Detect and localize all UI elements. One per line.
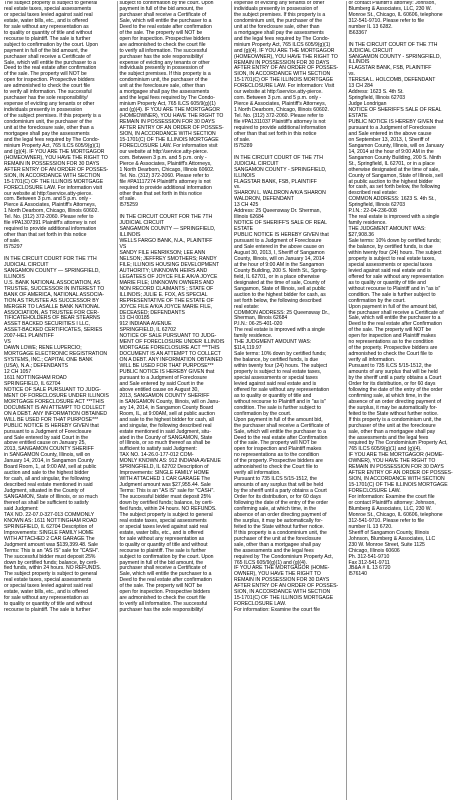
- column-1: [2, 1, 117, 800]
- column-3: [231, 1, 346, 800]
- notice-text: The subject property is subject to general real estate taxes, special assessments or special taxes levied against said real estate, water bills, etc., and is offered for sale without any representation as to quality or quantity of title and without recourse to plaintiff. The sale is further subject to confirmation by the court. Upon payment in full of the bid amount, the purchaser shall receive a Certificate of Sale, which will entitle the purchaser to a Deed to the real estate after confirmation of the sale. The property will NOT be open for inspection. Prospective bidders are admonished to check the court file to verify all information. The successful purchaser has the sole responsibility/ expense of evicting any tenants or other individuals presently in possession of the subject premises. If this property is a condominium unit, the purchaser of the unit at the foreclosure sale, other than a mortgagee shall pay the assessments and the legal fees required by The Condo- minium Property Act, 765 ILCS 605/9(g)(1) and (g)(4). IF YOU ARE THE MORTGAGOR (HOMEOWNER), YOU HAVE THE RIGHT TO REMAIN IN POSSESSION FOR 30 DAYS AFTER ENTRY OF AN ORDER OF POSSES- SION, IN ACCORDANCE WITH SECTION 15-1701(C) OF THE ILLINOIS MORTGAGE FORECLOSURE LAW. For information visit our website at http:\\service.atty-pierce. com. Between 3 p.m. and 5 p.m. only - Pierce & Associates, Plaintiff's Attorneys, 1 North Dearborn, Chicago, Illinois 60602. Tel. No. (312) 372-2060. Please refer to file #PA1307391 Plaintiff's attorney is not required to provide additional information other than that set forth in this notice of sale. I575297: [4, 1, 109, 251]
- notice-text: IN THE CIRCUIT COURT OF THE 7TH JUDICIAL CIRCUIT SANGAMON COUNTY - SPRINGFIELD, ILLINOIS FLAGSTAR BANK, FSB, PLAINTIFF vs. SHARON L. WALDRON A/K/A SHARON WALDRON, DEFENDANT 13 CH 425 Address: 25 Queensway Dr. Sherman, Illinois 62684 NOTICE OF SHERIFF'S SALE OF REAL ESTATE PUBLIC NOTICE IS HEREBY GIVEN that pursuant to a Judgment of Foreclosure and Sale entered in the above cause on August 30, 2013, I, Sheriff of Sangamon County, Illinois, will on January 14, 2014 at the hour of 9:00 AM in the Sangamon County Building, 200 S. Ninth St., Spring- field, IL 62701, or in a place otherwise designated at the time of sale, County of Sangamon, State of Illinois, sell at public auction to the highest bidder for cash, as set forth below, the following described real estate: COMMON ADDRESS: 25 Queensway Dr., Sherman, Illinois 62684 P.I.N.: 06-25-401-020 The real estate is improved with a single family residence. THE JUDGMENT AMOUNT WAS: $114,119.97 Sale terms: 10% down by certified funds; the balance, by certified funds, is due within twenty four (24) hours. The subject property is subject to real estate taxes, special assessments or special taxes levied against said real estate and is offered for sale without any representation as to quality or quantity of title and without recourse to Plaintiff and in "as is" condition. The sale is further subject to confirmation by the court. Upon payment in full of the amount bid, the purchaser shall receive a Certificate of Sale, which will entitle the purchaser to a Deed to the real estate after Confirmation of the sale. The property will NOT be open for inspection and Plaintiff makes no representations as to the condition of the property. Prospective bidders are admonished to check the Court file to verify all information. Pursuant to 735 ILCS 5/15-1512, the amounts of any surplus that will be held by the sheriff until a party obtains a Court Order for its distribution, or for 60 days following the date of the entry of the order confirming sale, at which time, in the absence of an order directing payment of the surplus, it may be automatically for- feited to the State without further notice. If this property is a condominium unit, the purchaser of the unit at the foreclosure sale, other than a mortgagee shall pay the assessments and the legal fees required by The Condominium Property Act, 765 ILCS 605/9(g)(1) and (g)(4). IF YOU ARE THE MORTGAGOR (HOME- OWNER), YOU HAVE THE RIGHT TO REMAIN IN POSSESSION FOR 30 DAYS AFTER ENTRY OF AN ORDER OF POSSES- SION, IN ACCORDANCE WITH SECTION 15-1701(C) OF THE ILLINOIS MORTGAGE FORECLOSURE LAW. For information: Examine the court file: [234, 154, 339, 614]
- notice-text: subject to confirmation by the court. Upon payment in full of the bid amount, the purchaser shall receive a Certificate of Sale, which will entitle the purchaser to a Deed to the real estate after confirmation of the sale. The property will NOT be open for inspection. Prospective bidders are admonished to check the court file to verify all information. The successful purchaser has the sole responsibility/ expense of evicting any tenants or other individuals presently in possession of the subject premises. If this property is a condominium unit, the purchaser of the unit at the foreclosure sale, other than a mortgagee shall pay the assessments and the legal fees required by The Condo- minium Property Act, 765 ILCS 605/9(g)(1) and (g)(4). IF YOU ARE THE MORTGAGOR (HOMEOWNER), YOU HAVE THE RIGHT TO REMAIN IN POSSESSION FOR 30 DAYS AFTER ENTRY OF AN ORDER OF POSSES- SION, IN ACCORDANCE WITH SECTION 15-1701(C) OF THE ILLINOIS MORTGAGE FORECLOSURE LAW. For information visit our website at http:\\service.atty-pierce. com. Between 3 p.m. and 5 p.m. only - Pierce & Associates, Plaintiff's Attorneys, 1 North Dearborn, Chicago, Illinois 60602. Tel. No. (312) 372-2060. Please refer to file #PA1117274 Plaintiff's attorney is not required to provide additional information other than that set forth in this notice of sale. I575259: [119, 1, 224, 209]
- column-4: [346, 1, 461, 800]
- notice-text: or contact Plaintiff's attorney: Johnson, Blumberg & Associates, LLC, 230 W. Monroe St., Chicago, IL 60606, telephone 312-541-9710. Please refer to file number IL 13 6282. I563367: [348, 1, 443, 36]
- notice-text: IN THE CIRCUIT COURT FOR THE 7TH JUDICIAL CIRCUIT SANGAMON COUNTY — SPRINGFIELD, ILLINOIS U.S. BANK NATIONAL ASSOCIATION, AS TRUSTEE, SUCCESSOR IN INTEREST TO BANK OF AMERICA, NATIONAL ASSOCIA- TION AS TRUSTEE AS SUCCESSOR BY MERGER TO LASALLE BANK NATIONAL ASSOCIATION, AS TRUSTEE FOR CER- TIFICATEHOLDERS OF BEAR STEARNS ASSET BACKED SECURITIES I LLC, ASSET-BACKED CERTIFICATES, SERIES 2007-HE1 PLAINTIFF VS DAWN LOWE; RENE LUPERCIO; MORTGAGE ELECTRONIC REGISTRATION SYSTEMS, INC.; CAPITAL ONE BANK (USA), N.A.; DEFENDANTS 12 CH 1057 1611 NOTTINGHAM ROAD SPRINGFIELD, IL 62704 NOTICE OF SALE PURSUANT TO JUDG- MENT OF FORECLOSURE UNDER ILLINOIS MORTGAGE FORECLOSURE ACT ***THIS DOCUMENT IS AN ATTEMPT TO COLLECT ON A DEBT. ANY INFORMATION OBTAINED WILL BE USED FOR THAT PURPOSE*** PUBLIC NOTICE IS HEREBY GIVEN that pursuant to a Judgment of Foreclosure and Sale entered by said Court in the above entitled cause on January 25, 2013, SANGAMON COUNTY SHERIFF in SANGAMON County, Illinois, will on January 14, 2014, in Sangamon County Board Room, 1, at 9:00 AM, sell at public auction and sale to the highest bidder for cash, all and singular, the following described real estate mentioned in said Judgment, situated in the County of SANGAMON, State of Illinois, or so much thereof as shall be sufficient to satisfy said Judgment: TAX NO. 22-07.0-327-013 COMMONLY KNOWN AS: 1611 NOTTINGHAM ROAD SPRINGFIELD, IL 62704 Description of Improvements: SINGLE FAMILY HOME WITH ATTACHED 2 CAR GARAGE The Judgment amount was $139,399.48. Sale Terms: This is an "AS IS" sale for "CASH". The successful bidder must deposit 25% down by certified funds; balance, by certi- fied funds, within 24 hours. NO REFUNDS. The subject property is subject to general real estate taxes, special assessments or special taxes levied against said real estate, water bills, etc., and is offered for sale without any representation as to quality or quantity of title and without recourse to plaintiff. The sale is further: [4, 255, 109, 614]
- notice-text: expense of evicting any tenants or other individuals presently in possession of the subject premises. If this property is a condominium unit, the purchaser of the unit at the foreclosure sale, other than a mortgagee shall pay the assessments and the legal fees required by The Condo- minium Property Act, 765 ILCS 605/9(g)(1) and (g)(4). IF YOU ARE THE MORTGAGOR (HOMEOWNER), YOU HAVE THE RIGHT TO REMAIN IN POSSESSION FOR 30 DAYS AFTER ENTRY OF AN ORDER OF POSSES- SION, IN ACCORDANCE WITH SECTION 15-1701(C) OF THE ILLINOIS MORTGAGE FORECLOSURE LAW. For information: Visit our website at http:\\service.atty-pierce. com. Between 3 p.m. and 5 p.m. only - Pierce & Associates, Plaintiff's Attorneys, 1 North Dearborn, Chicago, Illinois 60602. Tel. No. (312) 372-2060. Please refer to file #PA1311037 Plaintiff's attorney is not required to provide additional information other than that set forth in this notice of sale. I575289: [234, 1, 339, 149]
- notice-text: IN THE CIRCUIT COURT FOR THE 7TH JUDICIAL CIRCUIT SANGAMON COUNTY — SPRINGFIELD, ILLINOIS WELLS FARGO BANK, N.A., PLAINTIFF VS SANDY FILE HENRIKSON; LEE ANN NELSON; JEFFREY SMOTHERS; RANDY FILE; ILLINOIS HOUSING DEVELOPMENT AUTHORITY; UNKNOWN HEIRS AND LEGATEES OF JOYCE FILE A/K/A JOYCE MARIE FILE; UNKNOWN OWNERS AND NON RECORD CLAIMANTS ; STATE OF ILLINOIS; JULIE E. FOX, AS SPECIAL REPRESENTATIVE OF THE ESTATE OF JOYCE FILE A/K/A JOYCE MARIE FILE, DECEASED; DEFENDANTS 13 CH 00185 912 INDIANA AVENUE SPRINGFIELD, IL 62702 NOTICE OF SALE PURSUANT TO JUDG- MENT OF FORECLOSURE UNDER ILLINOIS MORTGAGE FORECLOSURE ACT ***THIS DOCUMENT IS AN ATTEMPT TO COLLECT ON A DEBT. ANY INFORMATION OBTAINED WILL BE USED FOR THAT PURPOSE*** PUBLIC NOTICE IS HEREBY GIVEN that pursuant to a Judgment of Foreclosure and Sale entered by said Court in the above entitled cause on August 30, 2013, SANGAMON COUNTY SHERIFF in SANGAMON County, Illinois, will on Janu- ary 14, 2014, in Sangamon County Board Room, IL, at 9:00AM, sell at public auction and sale to the highest bidder for cash, all and singular, the following described real estate mentioned in said Judgment, situ- ated in the County of SANGAMON, State of Illinois, or so much thereof as shall be sufficient to satisfy said Judgment: TAX NO. 14-26.0-177-012 COM- MONLY KNOWN AS: 912 INDIANA AVENUE SPRINGFIELD, IL 62702 Description of Improvements: SINGLE FAMILY HOME WITH ATTACHED 1 CAR GARAGE The Judgment amount was $27,955.44. Sale Terms: This is an "AS IS" sale for "CASH". The successful bidder must deposit 25% down by certified funds; balance, by certi- fied funds, within 24 hours. NO REFUNDS. The subject property is subject to general real estate taxes, special assessments or special taxes levied against said real estate, water bills, etc., and is offered for sale without any representation as to quality or quantity of title and without recourse to plaintiff. The sale is further subject to confirmation by the court. Upon payment in full of the bid amount, the purchaser shall receive a Certificate of Sale, which will entitle the purchaser to a Deed to the real estate after confirmation of the sale. The property will NOT be open for inspection. Prospective bidders are admonished to check the court file to verify all information. The successful purchaser has the sole responsibility/: [119, 214, 225, 614]
- column-2: [117, 1, 232, 800]
- notice-text: IN THE CIRCUIT COURT OF THE 7TH JUDICIAL CIRCUIT SANGAMON COUNTY - SPRINGFIELD, ILLINOIS FLAGSTAR BANK, FSB, PLAINTIFF vs. TERESA L. HOLCOMB, DEFENDANT 13 CH 284 Address: 1623 S. 4th St. Springfield, Illinois 62703 Judge Londrigan NOTICE OF SHERIFF'S SALE OF REAL ESTATE PUBLIC NOTICE IS HEREBY GIVEN that pursuant to a Judgment of Foreclosure and Sale entered in the above cause on September 13, 2013, I, Sheriff of Sangamon County, Illinois, will on January 14, 2014 at the hour of 9:00 AM in the Sangamon County Building, 200 S. Ninth St., Springfield, IL 62701, or in a place otherwise designated at the time of sale, County of Sangamon, State of Illinois, sell at public auction to the highest bidder for cash, as set forth below, the following described real estate: COMMON ADDRESS: 1623 S. 4th St., Springfield, Illinois 62703 P.I.N.: 22-04-236-008 The real estate is improved with a single family residence. THE JUDGMENT AMOUNT WAS: $27,908.36 Sale terms: 10% down by certified funds; the balance, by certified funds, is due within twenty four (24) hours. The subject property is subject to real estate taxes, special assessments or special taxes levied against said real estate and is offered for sale without any representation as to quality or quantity of title and without recourse to Plaintiff and in "as is" condition. The sale is further subject to confirmation by the court. Upon payment in full of the amount bid, the purchaser shall receive a Certificate of Sale, which will entitle the purchaser to a Deed to the real estate after Confirmation of the sale. The property will NOT be open for inspection and Plaintiff makes no representations as to the condition of the property. Prospective bidders are admonished to check the Court file to verify all information. Pursuant to 735 ILCS 5/15-1512, the amounts of any surplus that will be held by the sheriff until a party obtains a Court Order for its distribution, or for 60 days following the date of the entry of the order confirming sale, at which time, in the absence of an order directing payment of the surplus, it may be automatically for- feited to the State without further notice. If this property is a condominium unit, the purchaser of the unit at the foreclosure sale, other than a mortgagee shall pay the assessments and the legal fees required by The Condominium Property Act, 765 ILCS 605/9(g)(1) and (g)(4). IF YOU ARE THE MORTGAGOR (HOME- OWNER), YOU HAVE THE RIGHT TO REMAIN IN POSSESSION FOR 30 DAYS AFTER ENTRY OF AN ORDER OF POSSES- SION, IN ACCORDANCE WITH SECTION 15-1701(C) OF THE ILLINOIS MORTGAGE FORECLOSURE LAW. For information: Examine the court file or contact Plaintiff's attorney: Johnson, Blumberg & Associates, LLC, 230 W. Monroe St., Chicago, IL 60606, telephone 312-541-9710. Please refer to file number IL 13 6720. Sheriff of Sangamon County, Illinois Johnson, Blumberg & Associates, LLC 230 W. Monroe Street, Suite 1125 Chicago, Illinois 60606 Ph. 312-541-9710 Fax 312-541-9711 JB&A # IL 13 6720 I576140: [348, 41, 453, 578]
